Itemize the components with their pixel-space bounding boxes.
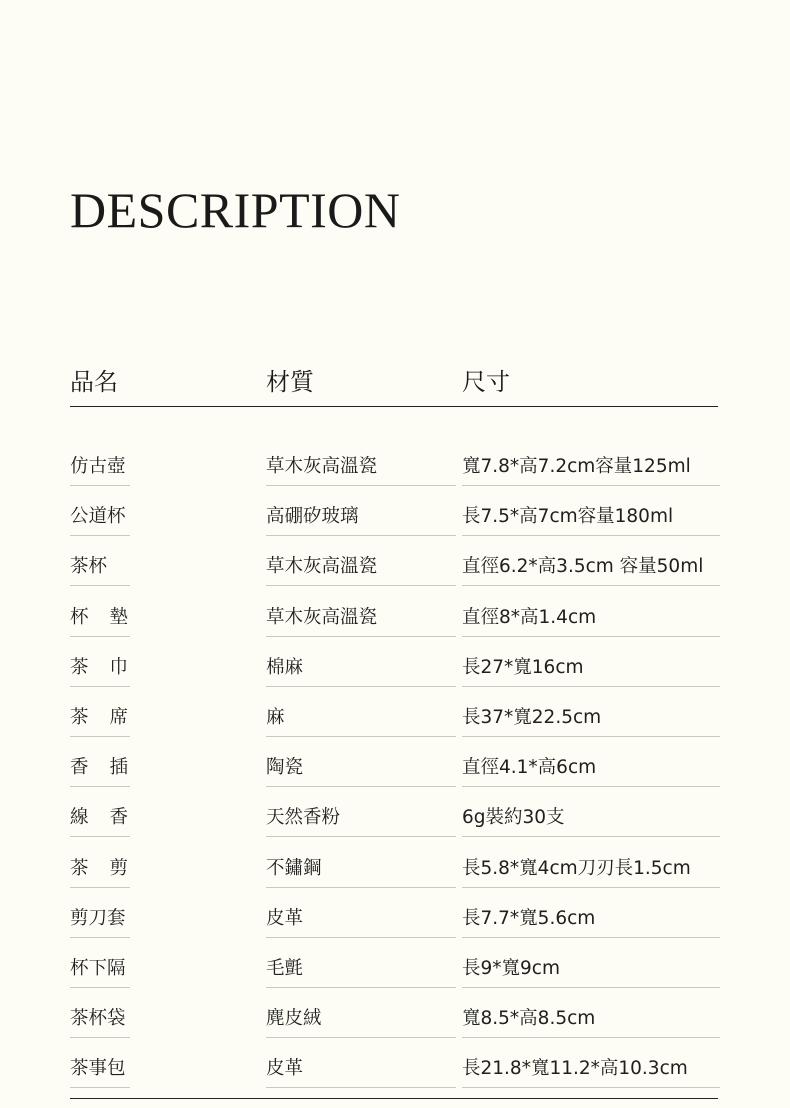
item-name xyxy=(70,856,130,888)
item-material: 皮革 xyxy=(266,906,456,938)
item-name xyxy=(70,805,130,837)
item-name: 剪刀套 xyxy=(70,906,130,938)
item-name: 茶杯袋 xyxy=(70,1006,130,1038)
table-row xyxy=(70,745,720,795)
page-title: DESCRIPTION xyxy=(70,182,401,238)
table-header xyxy=(70,362,718,407)
table-row xyxy=(70,896,720,946)
item-name-char: 線 xyxy=(70,807,89,829)
item-size: 6g裝約30支 xyxy=(462,805,720,837)
item-name: 茶事包 xyxy=(70,1056,130,1088)
table-row xyxy=(70,1046,720,1096)
item-material: 陶瓷 xyxy=(266,755,456,787)
item-name-char: 插 xyxy=(109,757,128,779)
table-row xyxy=(70,795,720,845)
item-name-char: 杯 xyxy=(70,606,89,628)
item-name-char: 香 xyxy=(70,757,89,779)
item-name xyxy=(70,655,130,687)
item-size: 長21.8*寬11.2*高10.3cm xyxy=(462,1056,720,1088)
item-name-char: 墊 xyxy=(109,606,128,628)
item-name: 公道杯 xyxy=(70,504,130,536)
table-row xyxy=(70,544,720,594)
item-size: 寬7.8*高7.2cm容量125ml xyxy=(462,454,720,486)
item-material: 毛氈 xyxy=(266,956,456,988)
table-row xyxy=(70,645,720,695)
spec-table xyxy=(70,444,720,1096)
item-name-char: 香 xyxy=(109,807,128,829)
item-material: 不鏽鋼 xyxy=(266,856,456,888)
item-name: 茶杯 xyxy=(70,554,130,586)
item-size: 長27*寬16cm xyxy=(462,655,720,687)
item-material: 草木灰高溫瓷 xyxy=(266,454,456,486)
item-material: 皮革 xyxy=(266,1056,456,1088)
item-name: 仿古壺 xyxy=(70,454,130,486)
table-row xyxy=(70,444,720,494)
header-name: 品名 xyxy=(70,368,118,396)
item-size: 直徑6.2*高3.5cm 容量50ml xyxy=(462,554,720,586)
item-name xyxy=(70,755,130,787)
item-size: 長5.8*寬4cm刀刃長1.5cm xyxy=(462,856,720,888)
item-name-char: 巾 xyxy=(109,656,128,678)
item-name: 杯下隔 xyxy=(70,956,130,988)
item-material: 高硼矽玻璃 xyxy=(266,504,456,536)
item-size: 直徑8*高1.4cm xyxy=(462,605,720,637)
item-size: 長37*寬22.5cm xyxy=(462,705,720,737)
table-row xyxy=(70,494,720,544)
item-name-char: 茶 xyxy=(70,656,89,678)
item-material: 麂皮絨 xyxy=(266,1006,456,1038)
item-size: 長7.5*高7cm容量180ml xyxy=(462,504,720,536)
item-material: 草木灰高溫瓷 xyxy=(266,554,456,586)
item-name-char: 席 xyxy=(109,706,128,728)
item-name-char: 茶 xyxy=(70,857,89,879)
item-material: 棉麻 xyxy=(266,655,456,687)
item-name-char: 剪 xyxy=(109,857,128,879)
item-size: 寬8.5*高8.5cm xyxy=(462,1006,720,1038)
table-row xyxy=(70,695,720,745)
table-row xyxy=(70,846,720,896)
item-size: 直徑4.1*高6cm xyxy=(462,755,720,787)
item-name xyxy=(70,605,130,637)
item-material: 草木灰高溫瓷 xyxy=(266,605,456,637)
table-bottom-rule xyxy=(70,1098,718,1099)
item-size: 長9*寬9cm xyxy=(462,956,720,988)
header-size: 尺寸 xyxy=(462,368,510,396)
table-row xyxy=(70,996,720,1046)
table-row xyxy=(70,946,720,996)
item-material: 天然香粉 xyxy=(266,805,456,837)
header-material: 材質 xyxy=(266,368,314,396)
item-name xyxy=(70,705,130,737)
item-material: 麻 xyxy=(266,705,456,737)
item-name-char: 茶 xyxy=(70,706,89,728)
item-size: 長7.7*寬5.6cm xyxy=(462,906,720,938)
table-row xyxy=(70,595,720,645)
